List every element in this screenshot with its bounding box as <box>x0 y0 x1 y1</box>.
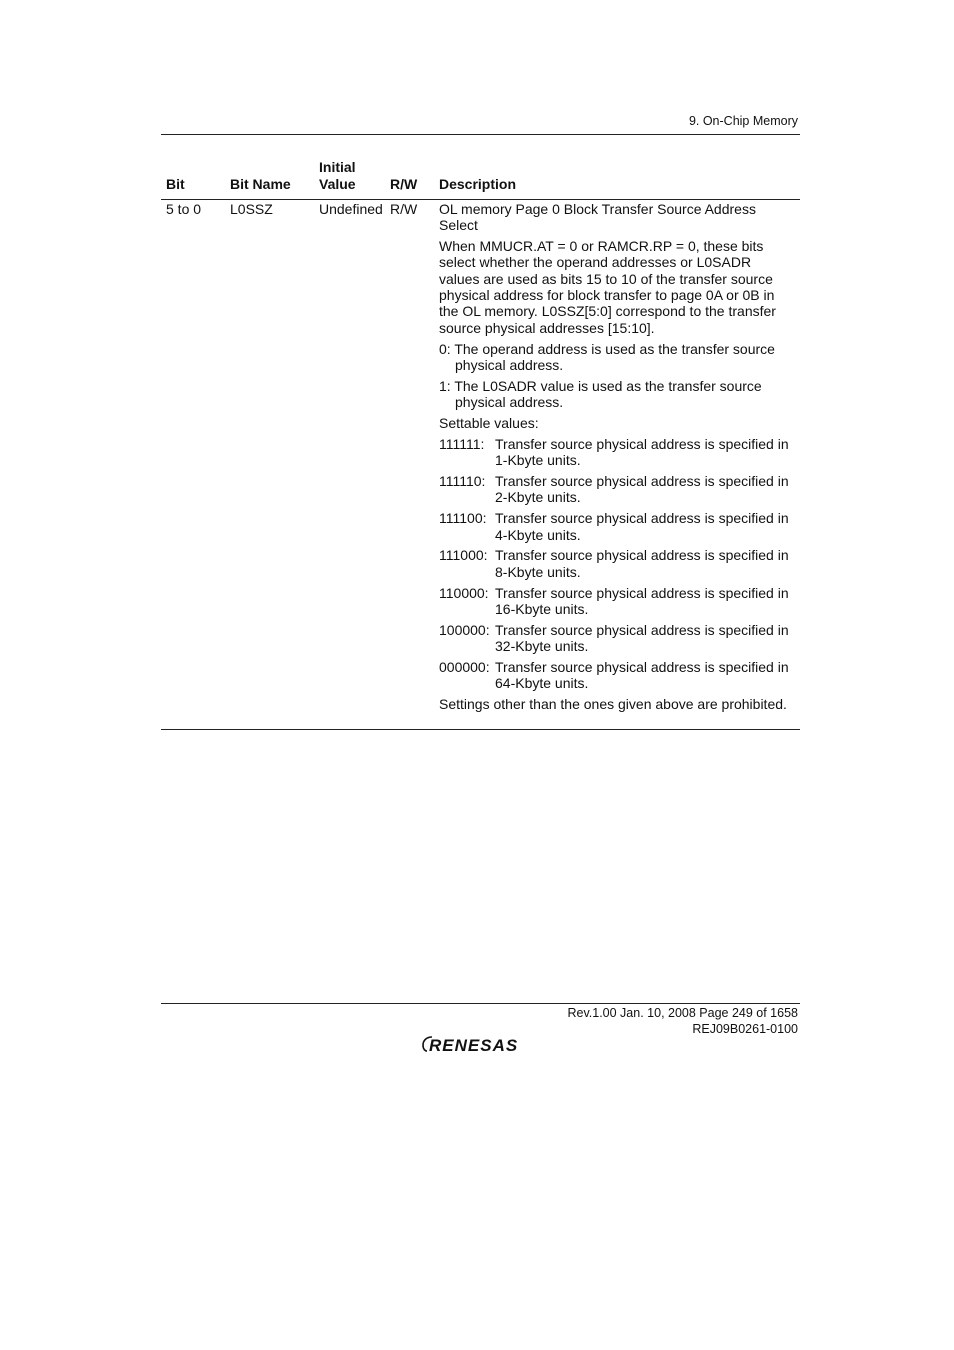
settable-value-text: Transfer source physical address is specified in 32-Kbyte units. <box>495 621 789 655</box>
settable-value-text: Transfer source physical address is specified in 8-Kbyte units. <box>495 547 789 580</box>
settable-value-text: Transfer source physical address is specified in 1-Kbyte units. <box>495 435 789 469</box>
settable-value-code: 111100: <box>439 510 487 527</box>
cell-rw: R/W <box>390 201 418 217</box>
settable-value-item <box>439 585 795 618</box>
settable-value-code: 111110: <box>439 473 486 490</box>
settable-value-text: Transfer source physical address is specified in 4-Kbyte units. <box>495 510 789 543</box>
page-footer <box>567 1006 798 1037</box>
header-rule <box>161 134 800 135</box>
desc-body: When MMUCR.AT = 0 or RAMCR.RP = 0, these bits select whether the operand addresses or L0SADR values are used as bits 15 to 10 of the transfer source physical address for block transfer to page 0A or 0B in the OL memory. L0SSZ[5:0] correspond to the transfer source physical addresses [15:10]. <box>439 238 776 336</box>
section-title: 9. On-Chip Memory <box>688 114 798 128</box>
settable-value-item <box>439 473 795 506</box>
settable-value-code: 000000: <box>439 658 490 675</box>
column-header-bit-name: Bit Name <box>230 176 291 192</box>
column-header-rw: R/W <box>390 176 418 192</box>
cell-initial-value: Undefined <box>319 201 383 217</box>
table-bottom-rule <box>161 729 800 730</box>
settable-value-text: Transfer source physical address is specified in 16-Kbyte units. <box>495 584 789 617</box>
desc-option-1: 1: The L0SADR value is used as the transfer source physical address. <box>439 377 762 411</box>
column-header-bit: Bit <box>166 176 185 192</box>
settable-value-text: Transfer source physical address is specified in 2-Kbyte units. <box>495 473 789 506</box>
column-header-description: Description <box>439 176 517 192</box>
settable-value-code: 111111: <box>439 435 485 452</box>
desc-settable-label: Settable values: <box>439 414 539 431</box>
renesas-logo-text: RENESAS <box>429 1036 519 1055</box>
settable-value-code: 111000: <box>439 547 488 564</box>
settable-value-item <box>439 436 795 469</box>
settable-values-list <box>439 436 795 692</box>
cell-bit: 5 to 0 <box>166 201 202 217</box>
cell-bit-name: L0SSZ <box>230 201 273 217</box>
renesas-logo <box>422 1033 540 1055</box>
settable-value-item <box>439 622 795 655</box>
cell-description <box>439 201 795 717</box>
desc-prohibited-note: Settings other than the ones given above are prohibited. <box>439 696 787 713</box>
settable-value-item <box>439 510 795 543</box>
revision-info: Rev.1.00 Jan. 10, 2008 Page 249 of 1658 <box>567 1006 798 1020</box>
column-header-initial-value: Initial Value <box>319 159 356 192</box>
settable-value-text: Transfer source physical address is specified in 64-Kbyte units. <box>495 658 789 692</box>
settable-value-item <box>439 659 795 692</box>
settable-value-code: 110000: <box>439 584 489 601</box>
settable-value-item <box>439 547 795 580</box>
table-header-rule <box>161 199 800 200</box>
footer-rule <box>161 1003 800 1004</box>
desc-option-0: 0: The operand address is used as the transfer source physical address. <box>439 340 775 373</box>
document-number: REJ09B0261-0100 <box>692 1021 798 1036</box>
desc-title: OL memory Page 0 Block Transfer Source Address Select <box>439 201 756 234</box>
settable-value-code: 100000: <box>439 621 490 638</box>
